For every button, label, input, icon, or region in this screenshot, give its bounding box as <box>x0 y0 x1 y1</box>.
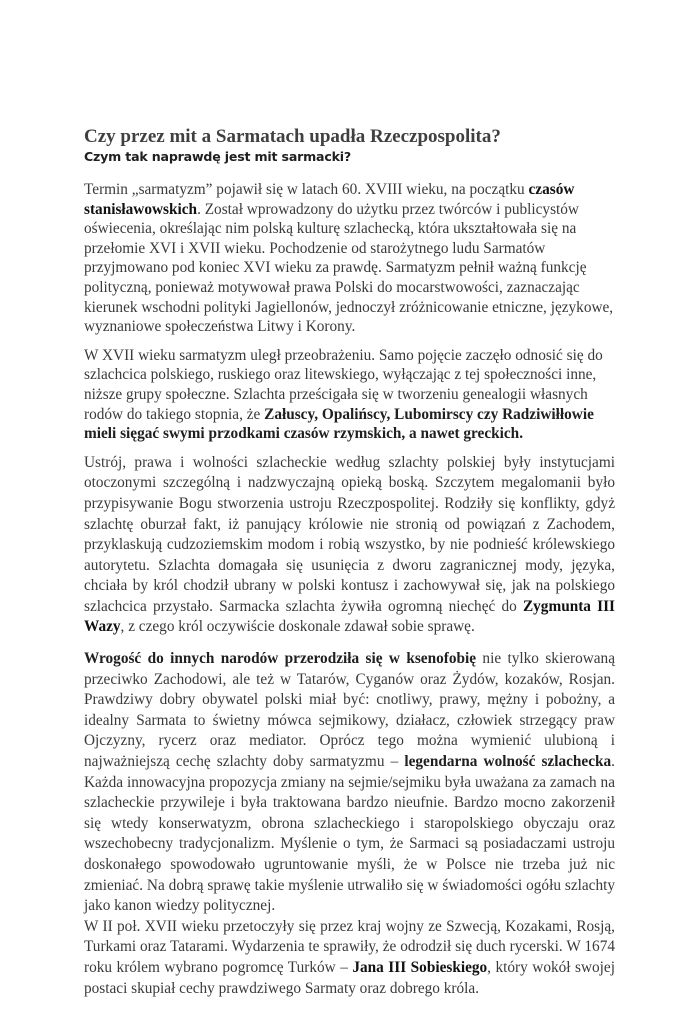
document-subtitle: Czym tak naprawdę jest mit sarmacki? <box>84 149 352 164</box>
text-segment: . Został wprowadzony do użytku przez twórców i publicystów oświecenia, określając nim polską kulturę szlachecką, która ukształtowała się na przełomie XVI i XVII wieku. Pochodzenie od starożytnego ludu Sarmatów przyjmowano pod koniec XVI wieku za prawdę. Sarmatyzm pełnił ważną funkcję polityczną, ponieważ motywował prawa Polski do mocarstwowości, zaznaczając kierunek wschodni polityki Jagiellonów, jednoczył zróżnicowanie etniczne, językowe, wyznaniowe społeczeństwa Litwy i Korony. <box>84 200 614 336</box>
paragraph-political-system <box>84 453 615 638</box>
document-page <box>84 126 615 1010</box>
paragraph-xenophobia <box>84 649 615 917</box>
bold-term-zygmunt: Zygmunta III Wazy <box>84 597 615 636</box>
text-segment: , który wokół swojej postaci skupiał cechy prawdziwego Sarmaty oraz dobrego króla. <box>84 958 615 997</box>
document-title: Czy przez mit a Sarmatach upadła Rzeczpospolita? <box>84 126 501 147</box>
text-segment: . Każda innowacyjna propozycja zmiany na sejmie/sejmiku była uważana za zamach na szlacheckie przywileje i była traktowana bardzo nieufnie. Bardzo mocno zakorzenił się wtedy konserwatyzm, obrona szlacheckiego i staropolskiego obyczaju oraz wszechobecny tradycjonalizm. Myślenie o tym, że Sarmaci są posiadaczami ustroju doskonałego spowodowało ugruntowanie myśli, że w Polsce nie trzeba już nic zmieniać. Na dobrą sprawę takie myślenie utrwaliło się w świadomości ogółu szlachty jako kanon wiedzy politycznej. <box>84 753 615 915</box>
bold-golden-freedom: legendarna wolność szlachecka <box>404 753 612 771</box>
text-segment: Termin „sarmatyzm” pojawił się w latach 60. XVIII wieku, na początku <box>84 181 529 198</box>
text-segment: W XVII wieku sarmatyzm uległ przeobrażeniu. Samo pojęcie zaczęło odnosić się do szlachcica polskiego, ruskiego oraz litewskiego, wyłączając z tej społeczności inne, niższe grupy społeczne. Szlachta prześcigała się w tworzeniu genealogii własnych rodów do takiego stopnia, że <box>84 346 603 423</box>
bold-genealogy-statement: Załuscy, Opalińscy, Lubomirscy czy Radziwiłłowie mieli sięgać swymi przodkami czasów rzymskich, a nawet greckich. <box>84 405 594 443</box>
bold-xenophobia-statement: Wrogość do innych narodów przerodziła się w ksenofobię <box>84 650 477 668</box>
text-segment: , z czego król oczywiście doskonale zdawał sobie sprawę. <box>120 618 475 636</box>
bold-term-sobieski: Jana III Sobieskiego <box>352 958 488 976</box>
text-segment: nie tylko skierowaną przeciwko Zachodowi, ale też w Tatarów, Cyganów oraz Żydów, kozaków, Rosjan. Prawdziwy dobry obywatel polski miał być: cnotliwy, prawy, mężny i pobożny, a idealny Sarmata to świetny mówca sejmikowy, działacz, człowiek strzegący praw Ojczyzny, rycerz oraz mediator. Oprócz tego można wymienić ulubioną i najważniejszą cechę szlachty doby sarmatyzmu – <box>84 650 615 771</box>
paragraph-transformation <box>84 346 615 444</box>
paragraph-origin <box>84 180 615 337</box>
text-segment: Ustrój, prawa i wolności szlacheckie według szlachty polskiej były instytucjami otoczonymi szczególną i nadzwyczajną opieką boską. Szczytem megalomanii było przypisywanie Bogu stworzenia ustroju Rzeczpospolitej. Rodziły się konflikty, gdyż szlachtę oburzał fakt, iż panujący królowie nie stronią od powiązań z Zachodem, przyklaskują cudzoziemskim modom i robią wszystko, by nie podnieść królewskiego autorytetu. Szlachta domagała się usunięcia z dworu zagranicznej mody, języka, chciała by król chodził ubrany w polski kontusz i zachowywał się, jak na polskiego szlachcica przystało. Sarmacka szlachta żywiła ogromną niechęć do <box>84 453 615 615</box>
bold-term-stanislawowskie: czasów stanisławowskich <box>84 181 575 218</box>
text-segment: W II poł. XVII wieku przetoczyły się przez kraj wojny ze Szwecją, Kozakami, Rosją, Turkami oraz Tatarami. Wydarzenia te sprawiły, że odrodził się duch rycerski. W 1674 roku królem wybrano pogromcę Turków – <box>84 917 615 976</box>
